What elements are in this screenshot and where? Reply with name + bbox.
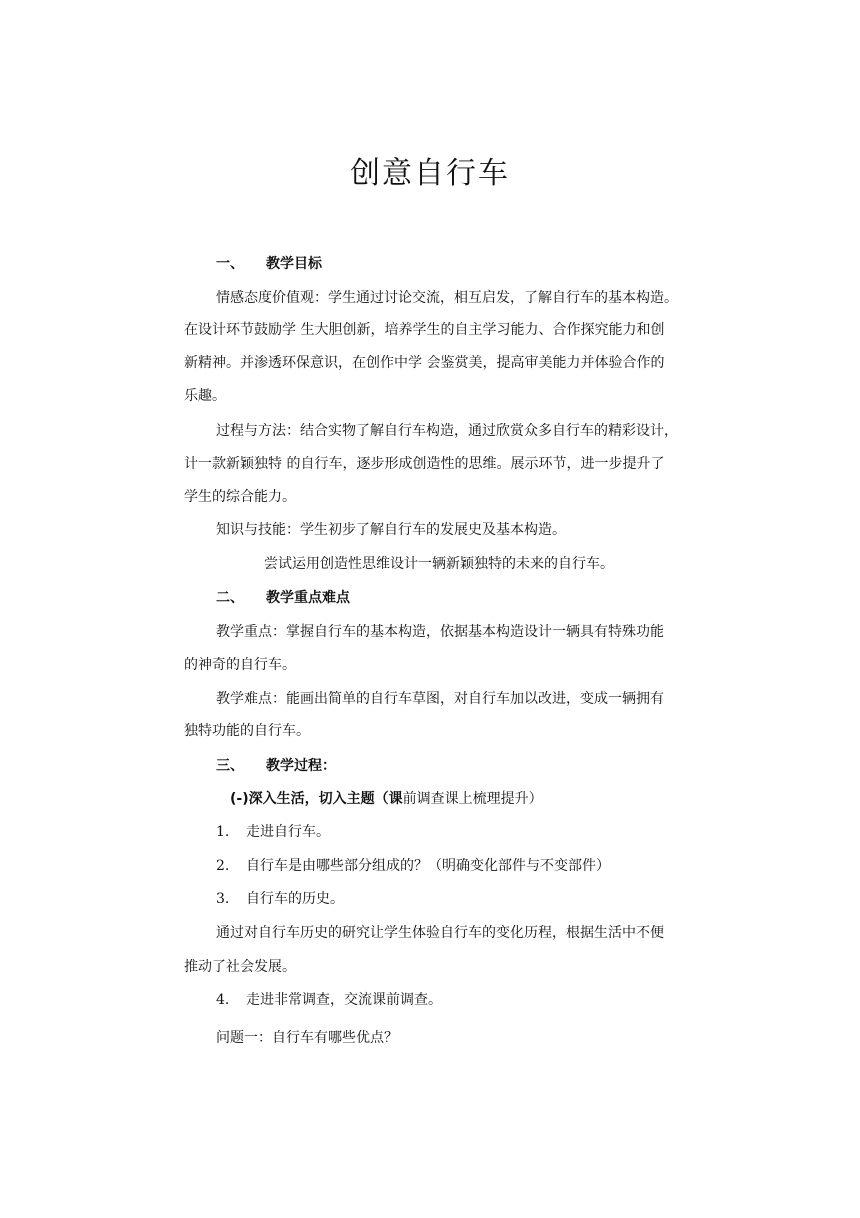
section-1-number: 一、 [216,256,244,272]
list-item-text: 走进非常调查，交流课前调查。 [246,992,442,1008]
list-item [216,889,344,909]
paragraph-line: 推动了社会发展。 [184,959,296,975]
section-1-heading [216,254,322,274]
document-title: 创意自行车 [350,156,510,191]
list-item-text: 自行车是由哪些部分组成的？（明确变化部件与不变部件） [246,858,610,874]
paragraph-line: 教学重点：掌握自行车的基本构造，依据基本构造设计一辆具有特殊功能 [216,624,664,640]
paragraph-line: 乐趣。 [184,388,226,404]
section-3-number: 三、 [216,758,244,774]
list-item-number: 2. [216,858,230,874]
paragraph-line: 通过对自行车历史的研究让学生体验自行车的变化历程，根据生活中不便 [216,925,664,941]
paragraph-line: 学生的综合能力。 [184,489,296,505]
list-item-number: 1. [216,824,230,840]
paragraph-line: 在设计环节鼓励学 生大胆创新，培养学生的自主学习能力、合作探究能力和创 [184,322,665,338]
section-1-title: 教学目标 [266,256,322,272]
list-item-number: 4. [216,992,230,1008]
section-3-title: 教学过程： [266,758,336,774]
paragraph-line: 情感态度价值观：学生通过讨论交流，相互启发，了解自行车的基本构造。 [216,290,678,306]
subsection-heading [230,789,543,809]
list-item-number: 3. [216,891,230,907]
paragraph-line: 新精神。并渗透环保意识，在创作中学 会鉴赏美，提高审美能力并体验合作的 [184,355,665,371]
subsection-title-rest: 前调查课上梳理提升） [402,791,543,807]
question-line: 问题一：自行车有哪些优点？ [216,1030,398,1046]
subsection-title-bold: (-)深入生活，切入主题（课 [230,791,403,807]
paragraph-line: 计一款新颖独特 的自行车，逐步形成创造性的思维。展示环节，进一步提升了 [184,456,665,472]
section-2-heading [216,588,350,608]
list-item [216,856,610,876]
section-2-number: 二、 [216,590,244,606]
paragraph-line: 独特功能的自行车。 [184,723,310,739]
paragraph-line: 的神奇的自行车。 [184,657,296,673]
list-item-text: 走进自行车。 [246,824,330,840]
paragraph-line: 过程与方法：结合实物了解自行车构造，通过欣赏众多自行车的精彩设计， [216,423,678,439]
section-3-heading [216,756,336,776]
paragraph-line: 尝试运用创造性思维设计一辆新颖独特的未来的自行车。 [264,556,614,572]
section-2-title: 教学重点难点 [266,590,350,606]
list-item [216,822,330,842]
list-item [216,990,442,1010]
paragraph-line: 知识与技能：学生初步了解自行车的发展史及基本构造。 [216,522,566,538]
paragraph-line: 教学难点：能画出简单的自行车草图，对自行车加以改进，变成一辆拥有 [216,691,664,707]
list-item-text: 自行车的历史。 [246,891,344,907]
